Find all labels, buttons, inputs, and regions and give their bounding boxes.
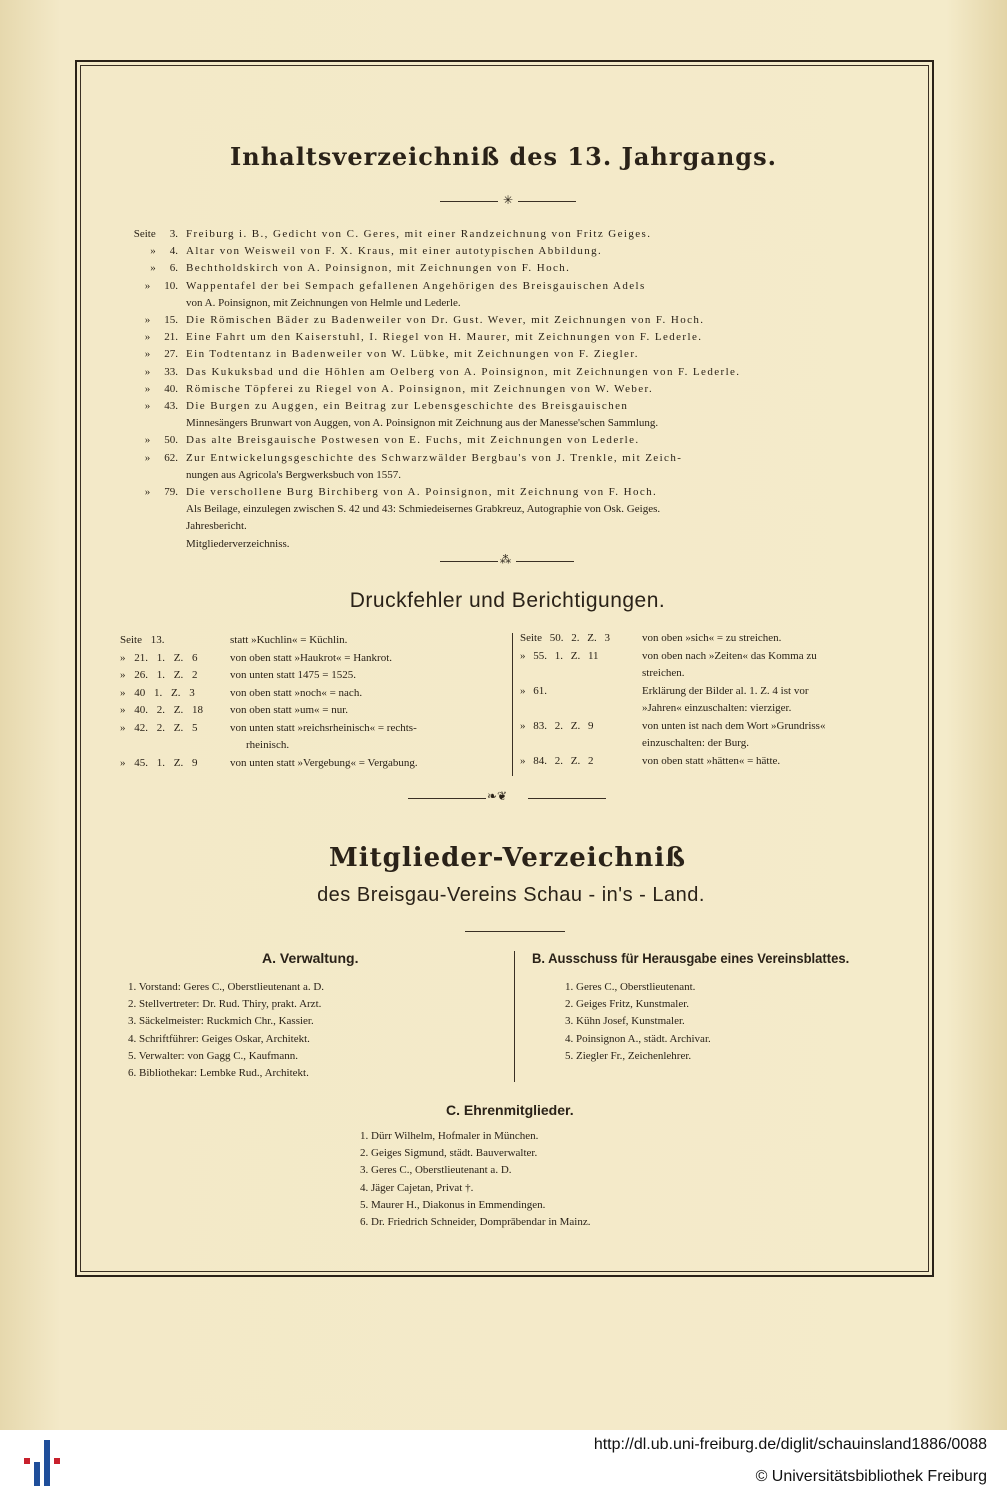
toc-entry-text: Römische Töpferei zu Riegel von A. Poinsignon, mit Zeichnungen von W. Weber. — [186, 382, 654, 395]
member-list-item: 2. Geiges Fritz, Kunstmaler. — [565, 998, 690, 1011]
errata-text: von oben statt »hätten« = hätte. — [642, 754, 781, 767]
errata-title: Druckfehler und Berichtigungen. — [349, 589, 666, 612]
errata-ref: » 45. 1. Z. 9 — [120, 756, 198, 769]
toc-page-ref — [120, 398, 178, 415]
toc-entry-text: Jahresbericht. — [186, 520, 247, 533]
toc-entry — [120, 467, 900, 484]
toc-entry — [120, 536, 900, 553]
toc-entry — [120, 260, 900, 277]
toc-entry — [120, 312, 900, 329]
toc-entry-text: Altar von Weisweil von F. X. Kraus, mit einer autotypischen Abbildung. — [186, 245, 603, 258]
errata-text: rheinisch. — [246, 739, 290, 751]
sections-divider — [514, 951, 515, 1082]
toc-page-number: 3. — [169, 228, 178, 240]
member-list-item: 2. Stellvertreter: Dr. Rud. Thiry, prakt. Arzt. — [128, 998, 322, 1011]
toc-entry-text: Zur Entwickelungsgeschichte des Schwarzwälder Bergbau's von J. Trenkle, mit Zeich- — [186, 451, 683, 464]
toc-page-number: 40. — [164, 382, 178, 395]
errata-text: von unten statt »reichsrheinisch« = rechts- — [230, 721, 417, 734]
toc-entry-text: von A. Poinsignon, mit Zeichnungen von Helmle und Lederle. — [186, 296, 461, 309]
toc-entry-text: Das alte Breisgauische Postwesen von E. Fuchs, mit Zeichnungen von Lederle. — [186, 434, 640, 447]
toc-entry-text: Eine Fahrt um den Kaiserstuhl, I. Riegel von H. Maurer, mit Zeichnungen von F. Lederle. — [186, 331, 703, 344]
errata-ref: » 40. 2. Z. 18 — [120, 704, 203, 716]
toc-entry — [120, 295, 900, 312]
errata-ref: » 21. 1. Z. 6 — [120, 651, 198, 664]
section-a-heading: A. Verwaltung. — [262, 950, 359, 966]
logo-bar-blue-left — [34, 1462, 40, 1486]
toc-entry-text: nungen aus Agricola's Bergwerksbuch von 1557. — [186, 468, 402, 481]
member-list-item: 5. Maurer H., Diakonus in Emmendingen. — [360, 1198, 546, 1211]
toc-page-ref — [120, 226, 178, 243]
section-c-heading: C. Ehrenmitglieder. — [446, 1102, 574, 1118]
member-list-item: 3. Säckelmeister: Ruckmich Chr., Kassier. — [128, 1015, 314, 1028]
toc-ornament-icon: ✳ — [502, 193, 514, 207]
errata-ref: » 55. 1. Z. 11 — [520, 649, 599, 662]
toc-page-ref — [120, 364, 178, 381]
errata-text: von unten ist nach dem Wort »Grundriss« — [642, 719, 826, 732]
toc-entry-text: Die Römischen Bäder zu Badenweiler von Dr. Gust. Wever, mit Zeichnungen von F. Hoch. — [186, 314, 705, 326]
toc-page-number: 10. — [164, 279, 178, 292]
toc-page-ref — [120, 312, 178, 329]
errata-text: statt »Kuchlin« = Küchlin. — [230, 634, 348, 646]
errata-text: von oben statt »um« = nur. — [230, 704, 349, 716]
toc-title: Inhaltsverzeichniß des 13. Jahrgangs. — [230, 142, 777, 171]
errata-end-rule-left — [408, 798, 486, 799]
toc-entry — [120, 364, 900, 381]
errata-ref: » 61. — [520, 684, 547, 697]
members-rule — [465, 931, 565, 932]
errata-ref: Seite 13. — [120, 634, 165, 646]
toc-prefix: » — [144, 348, 151, 361]
member-list-item: 3. Kühn Josef, Kunstmaler. — [565, 1015, 685, 1028]
toc-entry — [120, 278, 900, 295]
toc-prefix: » — [144, 365, 151, 378]
toc-entry-text: Wappentafel der bei Sempach gefallenen Angehörigen des Breisgauischen Adels — [186, 279, 646, 292]
toc-page-number: 33. — [164, 365, 178, 378]
errata-text: einzuschalten: der Burg. — [642, 737, 750, 749]
toc-entry-text: Als Beilage, einzulegen zwischen S. 42 und 43: Schmiedeisernes Grabkreuz, Autographie von Osk. Geiges. — [186, 503, 661, 516]
errata-text: von oben nach »Zeiten« das Komma zu — [642, 649, 817, 662]
errata-text: streichen. — [642, 667, 685, 679]
toc-entry-text: Die verschollene Burg Birchiberg von A. Poinsignon, mit Zeichnung von F. Hoch. — [186, 486, 658, 498]
toc-entry — [120, 346, 900, 363]
member-list-item: 2. Geiges Sigmund, städt. Bauverwalter. — [360, 1147, 538, 1160]
toc-entry — [120, 450, 900, 467]
section-b-heading: B. Ausschuss für Herausgabe eines Vereinsblattes. — [532, 950, 850, 966]
footer-copyright: © Universitätsbibliothek Freiburg — [755, 1468, 987, 1485]
member-list-item: 5. Verwalter: von Gagg C., Kaufmann. — [128, 1049, 298, 1062]
toc-page-number: 62. — [164, 451, 178, 464]
toc-page-number: 79. — [164, 486, 178, 498]
toc-entry-text: Die Burgen zu Auggen, ein Beitrag zur Lebensgeschichte des Breisgauischen — [186, 400, 629, 412]
toc-prefix: » — [144, 314, 151, 326]
errata-ref: » 26. 1. Z. 2 — [120, 669, 198, 681]
errata-text: »Jahren« einzuschalten: vierziger. — [642, 702, 792, 714]
errata-text: von oben »sich« = zu streichen. — [642, 632, 782, 644]
toc-prefix: » — [150, 262, 156, 275]
member-list-item: 4. Jäger Cajetan, Privat †. — [360, 1181, 474, 1194]
members-title: Mitglieder-Verzeichniß — [329, 843, 686, 873]
ornament-icon: ⁂ — [500, 554, 511, 566]
toc-page-ref — [120, 450, 178, 467]
toc-entry-text: Minnesängers Brunwart von Auggen, von A. Poinsignon mit Zeichnung aus der Manesse'schen Sammlung. — [186, 417, 659, 430]
toc-entry — [120, 518, 900, 535]
toc-page-number: 50. — [164, 434, 178, 447]
toc-page-ref — [120, 278, 178, 295]
toc-page-number: 15. — [164, 314, 178, 326]
logo-bar-blue-right — [44, 1440, 50, 1486]
library-logo-icon[interactable] — [22, 1438, 62, 1486]
errata-text: von oben statt »noch« = nach. — [230, 686, 363, 699]
toc-prefix: » — [144, 451, 151, 464]
toc-page-ref — [120, 381, 178, 398]
member-list-item: 1. Dürr Wilhelm, Hofmaler in München. — [360, 1130, 539, 1142]
member-list-item: 6. Dr. Friedrich Schneider, Domprābendar in Mainz. — [360, 1216, 591, 1228]
errata-ref: » 40 1. Z. 3 — [120, 686, 195, 699]
toc-entry — [120, 243, 900, 260]
toc-entry-text: Bechtholdskirch von A. Poinsignon, mit Zeichnungen von F. Hoch. — [186, 262, 571, 275]
member-list-item: 4. Poinsignon A., städt. Archivar. — [565, 1032, 711, 1045]
member-list-item: 5. Ziegler Fr., Zeichenlehrer. — [565, 1049, 692, 1062]
errata-ref: » 42. 2. Z. 5 — [120, 721, 198, 734]
toc-page-ref — [120, 260, 178, 277]
toc-page-number: 21. — [164, 331, 178, 344]
toc-entry-text: Das Kukuksbad und die Höhlen am Oelberg von A. Poinsignon, mit Zeichnungen von F. Lederle. — [186, 365, 741, 378]
errata-ref: » 83. 2. Z. 9 — [520, 719, 594, 732]
toc-page-number: 4. — [169, 245, 178, 258]
toc-prefix: » — [144, 382, 151, 395]
errata-text: Erklärung der Bilder al. 1. Z. 4 ist vor — [642, 684, 809, 697]
toc-entry — [120, 501, 900, 518]
toc-page-number: 6. — [169, 262, 178, 275]
errata-text: von oben statt »Haukrot« = Hankrot. — [230, 651, 393, 664]
toc-page-ref — [120, 346, 178, 363]
errata-text: von unten statt 1475 = 1525. — [230, 669, 356, 681]
toc-title-rule-right — [518, 201, 576, 202]
toc-prefix: » — [144, 279, 151, 292]
toc-entry — [120, 226, 900, 243]
member-list-item: 3. Geres C., Oberstlieutenant a. D. — [360, 1164, 512, 1177]
toc-prefix: » — [150, 245, 156, 258]
toc-prefix: » — [144, 486, 151, 498]
errata-column-divider — [512, 633, 513, 776]
toc-prefix: » — [144, 331, 151, 344]
toc-entry — [120, 415, 900, 432]
toc-page-ref — [120, 243, 178, 260]
toc-entry — [120, 484, 900, 501]
errata-text: von unten statt »Vergebung« = Vergabung. — [230, 756, 418, 769]
toc-page-ref — [120, 329, 178, 346]
toc-entry-text: Freiburg i. B., Gedicht von C. Geres, mit einer Randzeichnung von Fritz Geiges. — [186, 228, 652, 240]
toc-entry — [120, 381, 900, 398]
logo-square-red-right — [54, 1458, 60, 1464]
member-list-item: 1. Geres C., Oberstlieutenant. — [565, 981, 696, 993]
toc-page-number: 43. — [164, 400, 178, 412]
errata-end-rule-right — [528, 798, 606, 799]
logo-square-red-left — [24, 1458, 30, 1464]
member-list-item: 6. Bibliothekar: Lembke Rud., Architekt. — [128, 1067, 309, 1079]
library-footer — [0, 1430, 1007, 1497]
errata-ref: Seite 50. 2. Z. 3 — [520, 632, 610, 644]
member-list-item: 4. Schriftführer: Geiges Oskar, Architekt. — [128, 1032, 310, 1045]
toc-title-rule-left — [440, 201, 498, 202]
toc-page-ref — [120, 432, 178, 449]
toc-entry-text: Ein Todtentanz in Badenweiler von W. Lübke, mit Zeichnungen von F. Ziegler. — [186, 348, 639, 361]
toc-entry-text: Mitgliederverzeichniss. — [186, 537, 290, 550]
toc-prefix: » — [144, 400, 151, 412]
footer-url-link[interactable]: http://dl.ub.uni-freiburg.de/diglit/schauinsland1886/0088 — [593, 1436, 987, 1453]
toc-end-rule-left — [440, 561, 498, 562]
toc-prefix: » — [144, 434, 151, 447]
toc-entry — [120, 432, 900, 449]
toc-prefix: Seite — [133, 228, 156, 240]
vine-ornament-icon: ❧❦ — [487, 789, 508, 803]
toc-page-number: 27. — [164, 348, 178, 361]
member-list-item: 1. Vorstand: Geres C., Oberstlieutenant a. D. — [128, 981, 325, 993]
toc-entry — [120, 398, 900, 415]
toc-end-rule-right — [516, 561, 574, 562]
members-subtitle: des Breisgau-Vereins Schau - in's - Land. — [317, 884, 705, 906]
errata-ref: » 84. 2. Z. 2 — [520, 754, 594, 767]
toc-page-ref — [120, 484, 178, 501]
toc-entry — [120, 329, 900, 346]
